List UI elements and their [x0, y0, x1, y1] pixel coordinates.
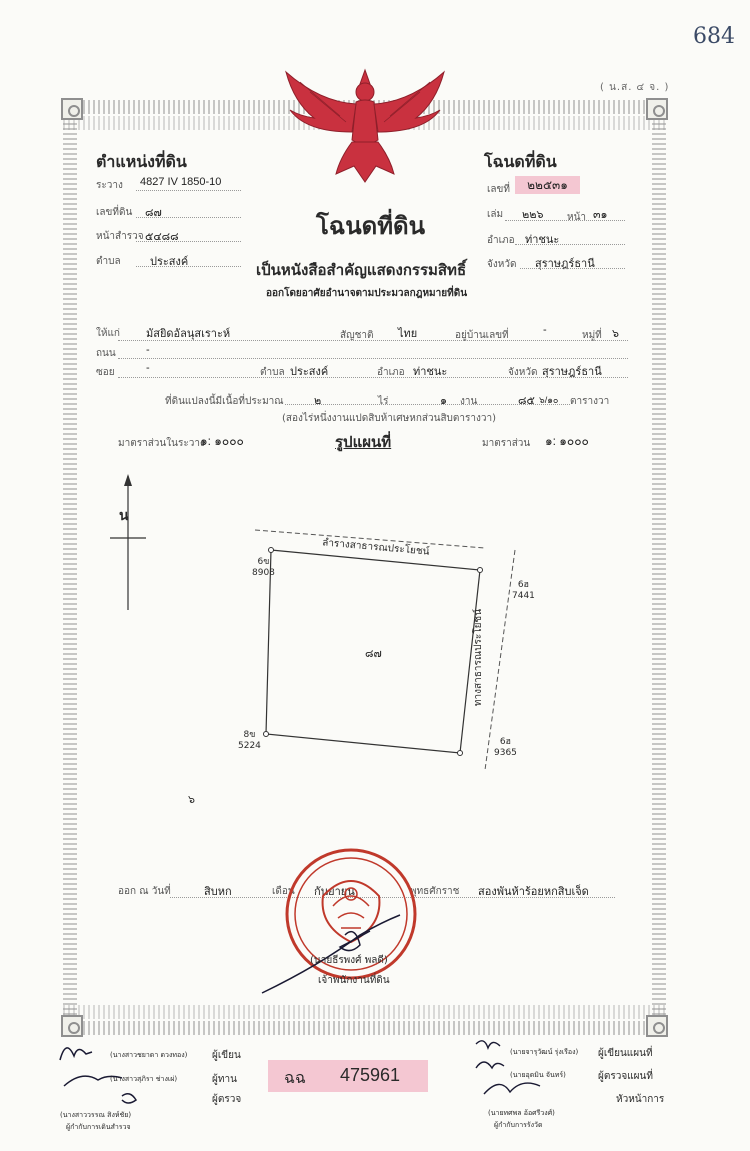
sheet-scale-value: ๑: ๑๐๐๐	[200, 434, 244, 448]
corner-ornament-icon	[646, 98, 668, 120]
issue-given-label: ออก ณ วันที่	[118, 886, 171, 897]
district-label: อำเภอ	[487, 235, 515, 246]
top-road-label: ลำรางสาธารณประโยชน์	[321, 537, 430, 558]
survey-supervisor-role: ผู้กำกับการเดินสำรวจ	[66, 1123, 131, 1131]
issue-year: สองพันห้าร้อยหกสิบเจ็ด	[478, 886, 589, 898]
writer-name: (นางสาวชยาดา ดวงทอง)	[110, 1051, 188, 1059]
map-writer-name: (นายจารุวัฒน์ รุ่งเรือง)	[510, 1048, 579, 1056]
owner-province-value: สุราษฎร์ธานี	[542, 366, 602, 378]
soi-label: ซอย	[96, 367, 115, 378]
location-title: ตำแหน่งที่ดิน	[96, 152, 187, 171]
main-title: โฉนดที่ดิน	[316, 211, 426, 240]
checker-role: ผู้ตรวจ	[212, 1094, 242, 1105]
north-label: น	[119, 508, 129, 524]
owner-province-label: จังหวัด	[508, 367, 538, 378]
serial-prefix: ฉฉ	[284, 1068, 306, 1087]
province-label: จังหวัด	[487, 259, 517, 270]
district-value: ท่าชนะ	[525, 234, 560, 246]
area-wa-fraction: ๖/๑๐	[539, 395, 559, 405]
subtitle: เป็นหนังสือสำคัญแสดงกรรมสิทธิ์	[256, 261, 467, 279]
land-no-value: ๘๗	[145, 207, 162, 219]
owner-tambon-value: ประสงค์	[290, 366, 329, 378]
map-checker-role: ผู้ตรวจแผนที่	[598, 1071, 653, 1082]
issued-by-text: ออกโดยอาศัยอำนาจตามประมวลกฎหมายที่ดิน	[266, 288, 468, 299]
page-number: 684	[693, 24, 735, 49]
area-rai: ๒	[314, 395, 322, 407]
issue-day: สิบหก	[204, 886, 232, 898]
owner-to-label: ให้แก่	[96, 328, 120, 339]
north-arrow-icon	[108, 470, 148, 615]
marker-nw: 6ข 8908	[252, 557, 275, 578]
form-code: ( น.ส. ๔ จ. )	[600, 82, 670, 93]
survey-page-label: หน้าสำรวจ	[96, 231, 144, 242]
serial-number: 475961	[340, 1065, 401, 1085]
moo-value: ๖	[612, 328, 619, 340]
measure-supervisor-role: ผู้กำกับการรังวัด	[494, 1121, 543, 1129]
marker-ne: 6ฮ 7441	[512, 580, 535, 601]
issue-year-label: พุทธศักราช	[410, 886, 460, 897]
deed-no-label: เลขที่	[487, 184, 510, 195]
loose-digit: ๖	[188, 793, 195, 806]
reviewer-role: ผู้ทาน	[212, 1074, 237, 1085]
area-wa: ๘๕	[518, 395, 535, 407]
map-writer-role: ผู้เขียนแผนที่	[598, 1048, 653, 1059]
road-value: -	[146, 344, 150, 356]
reviewer-name: (นางสาวสุภิรา ช่างเผ่)	[110, 1075, 178, 1083]
survey-supervisor-name: (นางสาววรรณ สิงห์ชัย)	[60, 1111, 132, 1119]
issue-month-label: เดือน	[272, 886, 295, 897]
land-no-label: เลขที่ดิน	[96, 207, 133, 218]
area-rai-label: ไร่	[378, 396, 389, 407]
marker-sw: 8ข 5224	[238, 730, 261, 751]
measure-supervisor-name: (นายทศพล อ้อศรีวงศ์)	[488, 1109, 555, 1117]
owner-amphoe-label: อำเภอ	[377, 367, 405, 378]
area-ngan-label: งาน	[460, 396, 478, 407]
area-prefix: ที่ดินแปลงนี้มีเนื้อที่ประมาณ	[165, 396, 284, 407]
sheet-value: 4827 IV 1850-10	[140, 176, 222, 188]
map-scale-label: มาตราส่วน	[482, 438, 531, 449]
page-value: ๓๑	[593, 209, 608, 221]
corner-ornament-icon	[646, 1015, 668, 1037]
deed-no-value: ๒๒๕๓๑	[515, 176, 580, 194]
area-ngan: ๑	[440, 395, 447, 407]
right-road-label: ทางสาธารณประโยชน์	[473, 608, 485, 707]
nationality-label: สัญชาติ	[340, 330, 374, 341]
page-label: หน้า	[567, 212, 587, 223]
issue-month: กันยายน	[314, 886, 355, 898]
tambon-value: ประสงค์	[150, 256, 189, 268]
serial-box	[268, 1060, 428, 1092]
map-scale-value: ๑: ๑๐๐๐	[545, 434, 589, 448]
area-text: (สองไร่หนึ่งงานแปดสิบห้าเศษหกส่วนสิบตารางวา)	[282, 413, 497, 424]
corner-ornament-icon	[61, 98, 83, 120]
book-value: ๒๒๖	[522, 209, 544, 221]
parcel-number: ๘๗	[365, 648, 382, 660]
officer-title: เจ้าพนักงานที่ดิน	[318, 975, 390, 986]
moo-label: หมู่ที่	[582, 330, 602, 341]
survey-page-value: ๕๔๘๘	[145, 231, 179, 243]
owner-name: มัสยิดอัลนุสเราะห์	[146, 328, 231, 340]
owner-tambon-label: ตำบล	[260, 367, 285, 378]
area-wa-label: ตารางวา	[570, 396, 610, 407]
sheet-label: ระวาง	[96, 180, 123, 191]
deed-title-right: โฉนดที่ดิน	[484, 152, 557, 171]
officer-name: (นายธีรพงศ์ พลดี)	[310, 955, 388, 966]
tambon-label: ตำบล	[96, 256, 121, 267]
garuda-emblem-icon	[280, 62, 450, 192]
road-label: ถนน	[96, 348, 116, 359]
nationality-value: ไทย	[398, 328, 418, 340]
map-checker-name: (นายอุดมิน จันทร์)	[510, 1071, 566, 1079]
owner-amphoe-value: ท่าชนะ	[413, 366, 448, 378]
head-role: หัวหน้าการ	[616, 1094, 665, 1105]
sheet-scale-label: มาตราส่วนในระวาง	[118, 438, 205, 449]
book-label: เล่ม	[487, 209, 504, 220]
writer-role: ผู้เขียน	[212, 1050, 241, 1061]
map-title: รูปแผนที่	[335, 433, 392, 451]
province-value: สุราษฎร์ธานี	[535, 258, 595, 270]
marker-se: 6ฮ 9365	[494, 737, 517, 758]
house-no-label: อยู่บ้านเลขที่	[455, 330, 509, 341]
house-no-value: -	[543, 324, 547, 336]
soi-value: -	[146, 362, 150, 374]
